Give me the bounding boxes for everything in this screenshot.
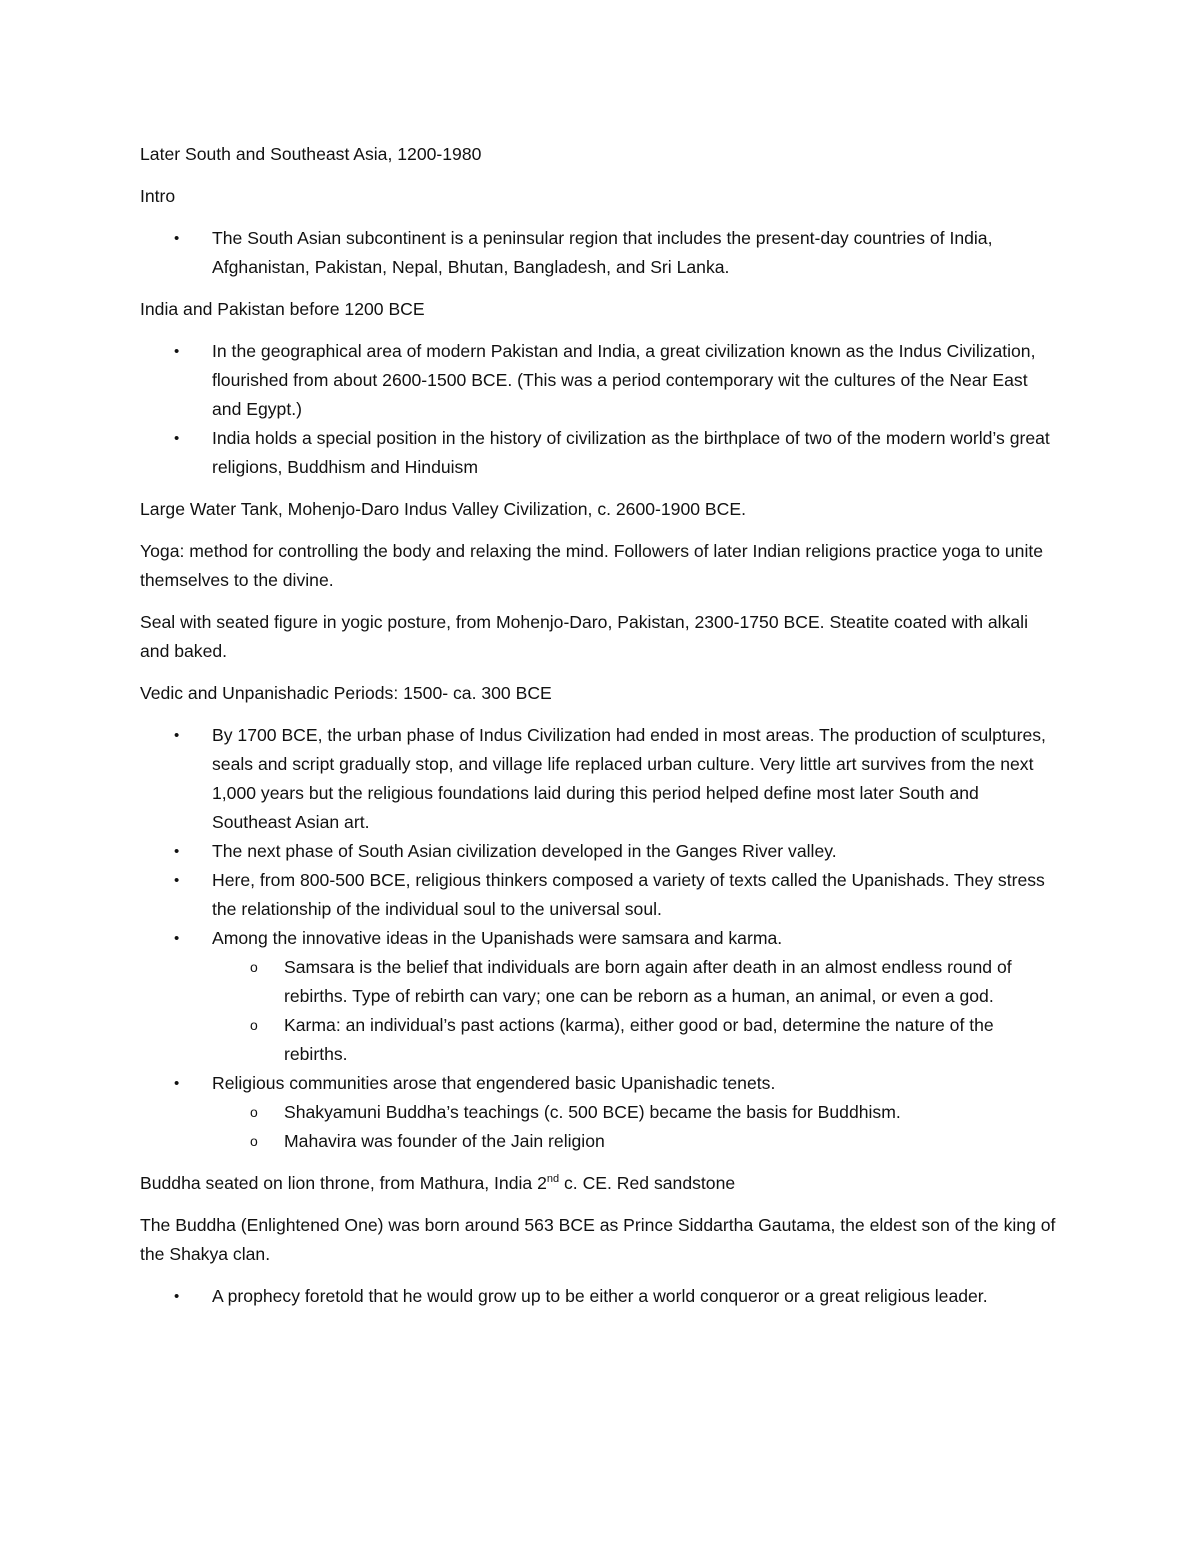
intro-heading: Intro <box>140 186 176 206</box>
sub-list-item-text: Shakyamuni Buddha’s teachings (c. 500 BCE) became the basis for Buddhism. <box>284 1102 901 1122</box>
buddha-caption-rest: c. CE. Red sandstone <box>559 1173 736 1193</box>
bullet-icon: • <box>174 843 180 860</box>
vedic-heading: Vedic and Unpanishadic Periods: 1500- ca. 300 BCE <box>140 683 552 703</box>
list-item <box>140 224 1060 282</box>
yoga-definition: Yoga: method for controlling the body and relaxing the mind. Followers of later Indian religions practice yoga to unite themselves to the divine. <box>140 541 1044 590</box>
list-item <box>140 866 1060 924</box>
sub-list-item <box>212 1127 1060 1156</box>
list-item-text: A prophecy foretold that he would grow up to be either a world conqueror or a great religious leader. <box>212 1286 988 1306</box>
buddha-caption-main: Buddha seated on lion throne, from Mathura, India 2 <box>140 1173 547 1193</box>
sub-list-item <box>212 1098 1060 1127</box>
sub-bullet-icon: o <box>250 1104 258 1120</box>
list-item-text: The South Asian subcontinent is a peninsular region that includes the present-day countries of India, Afghanistan, Pakistan, Nepal, Bhutan, Bangladesh, and Sri Lanka. <box>212 228 993 277</box>
buddha-caption-superscript: nd <box>546 1173 560 1186</box>
sub-bullet-icon: o <box>250 1133 258 1149</box>
vedic-list <box>140 721 1060 1156</box>
sub-list-item-text: Karma: an individual’s past actions (karma), either good or bad, determine the nature of the rebirths. <box>284 1015 994 1064</box>
vedic-sublist-a <box>212 953 1060 1069</box>
bullet-icon: • <box>174 727 180 744</box>
bullet-icon: • <box>174 430 180 447</box>
list-item <box>140 924 1060 1069</box>
india-heading: India and Pakistan before 1200 BCE <box>140 299 425 319</box>
water-tank-caption: Large Water Tank, Mohenjo-Daro Indus Valley Civilization, c. 2600-1900 BCE. <box>140 499 746 519</box>
list-item <box>140 337 1060 424</box>
list-item-text: The next phase of South Asian civilization developed in the Ganges River valley. <box>212 841 837 861</box>
document-title: Later South and Southeast Asia, 1200-1980 <box>140 144 482 164</box>
list-item <box>140 721 1060 837</box>
bullet-icon: • <box>174 230 180 247</box>
list-item <box>140 1069 1060 1156</box>
list-item <box>140 424 1060 482</box>
sub-list-item <box>212 1011 1060 1069</box>
document-page <box>140 140 1060 1324</box>
list-item <box>140 1282 1060 1311</box>
sub-bullet-icon: o <box>250 1017 258 1033</box>
seal-caption: Seal with seated figure in yogic posture, from Mohenjo-Daro, Pakistan, 2300-1750 BCE. Steatite coated with alkali and baked. <box>140 612 1028 661</box>
list-item-text: India holds a special position in the history of civilization as the birthplace of two of the modern world’s great religions, Buddhism and Hinduism <box>212 428 1050 477</box>
sub-list-item-text: Mahavira was founder of the Jain religion <box>284 1131 605 1151</box>
list-item <box>140 837 1060 866</box>
vedic-sublist-b <box>212 1098 1060 1156</box>
buddha-caption <box>140 1169 1060 1198</box>
sub-list-item <box>212 953 1060 1011</box>
sub-bullet-icon: o <box>250 959 258 975</box>
buddha-list <box>140 1282 1060 1311</box>
bullet-icon: • <box>174 343 180 360</box>
india-list <box>140 337 1060 482</box>
bullet-icon: • <box>174 1288 180 1305</box>
list-item-text: Here, from 800-500 BCE, religious thinkers composed a variety of texts called the Upanishads. They stress the relationship of the individual soul to the universal soul. <box>212 870 1045 919</box>
list-item-text: By 1700 BCE, the urban phase of Indus Civilization had ended in most areas. The production of sculptures, seals and script gradually stop, and village life replaced urban culture. Very little art survives from the next 1,000 years but the religious foundations laid during this period helped define most later South and Southeast Asian art. <box>212 725 1046 832</box>
intro-list <box>140 224 1060 282</box>
list-item-text: Religious communities arose that engendered basic Upanishadic tenets. <box>212 1073 776 1093</box>
bullet-icon: • <box>174 1075 180 1092</box>
bullet-icon: • <box>174 872 180 889</box>
list-item-text: In the geographical area of modern Pakistan and India, a great civilization known as the Indus Civilization, flourished from about 2600-1500 BCE. (This was a period contemporary wit the cultures of the Near East and Egypt.) <box>212 341 1036 419</box>
sub-list-item-text: Samsara is the belief that individuals are born again after death in an almost endless round of rebirths. Type of rebirth can vary; one can be reborn as a human, an animal, or even a god. <box>284 957 1012 1006</box>
buddha-birth-paragraph: The Buddha (Enlightened One) was born around 563 BCE as Prince Siddartha Gautama, the eldest son of the king of the Shakya clan. <box>140 1215 1056 1264</box>
bullet-icon: • <box>174 930 180 947</box>
list-item-text: Among the innovative ideas in the Upanishads were samsara and karma. <box>212 928 783 948</box>
